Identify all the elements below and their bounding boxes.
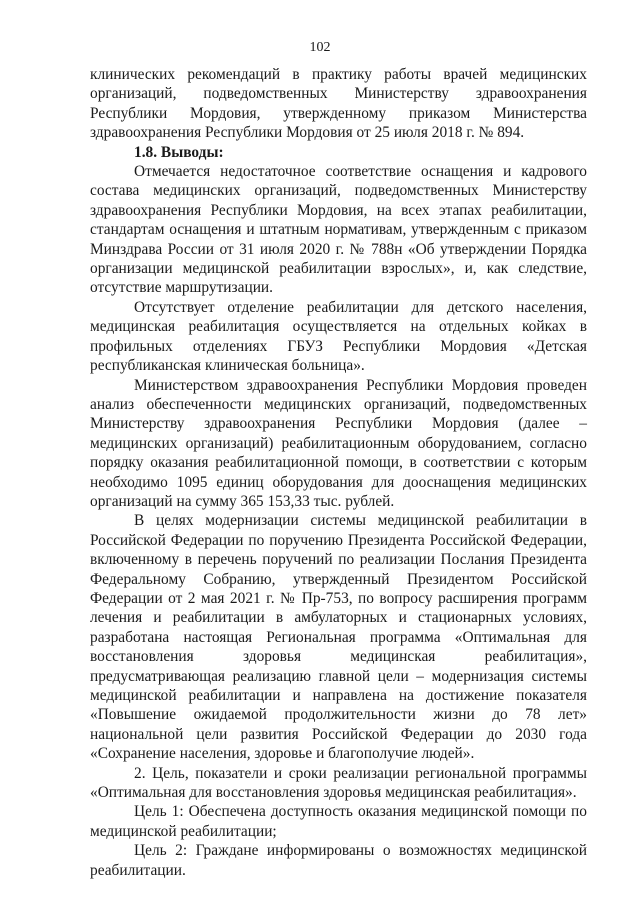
page-content <box>90 65 587 880</box>
page-number: 102 <box>309 40 331 55</box>
paragraph-section-2-title: 2. Цель, показатели и сроки реализации региональной программы «Оптимальная для восстановления здоровья медицинская реабилитация». <box>90 764 587 802</box>
paragraph-program-goal: В целях модернизации системы медицинской реабилитации в Российской Федерации по поручению Президента Российской Федерации, включенному в перечень поручений по реализации Послания Президента Федеральному Собранию, утвержденный Президентом Российской Федерации от 2 мая 2021 г. № Пр-753, по вопросу расширения программ лечения и реабилитации в амбулаторных и стационарных условиях, разработана настоящая Региональная программа «Оптимальная для восстановления здоровья медицинская реабилитация», предусматривающая реализацию главной цели – модернизация системы медицинской реабилитации и направлена на достижение показателя «Повышение ожидаемой продолжительности жизни до 78 лет» национальной цели развития Российской Федерации до 2030 года «Сохранение населения, здоровье и благополучие людей». <box>90 512 587 763</box>
paragraph-equipment-deficit: Отмечается недостаточное соответствие оснащения и кадрового состава медицинских организаций, подведомственных Министерству здравоохранения Республики Мордовия, на всех этапах реабилитации, стандартам оснащения и штатным нормативам, утвержденным с приказом Минздрава России от 31 июля 2020 г. № 788н «Об утверждении Порядка организации медицинской реабилитации взрослых», и, как следствие, отсутствие маршрутизации. <box>90 163 587 297</box>
intro-paragraph: клинических рекомендаций в практику работы врачей медицинских организаций, подведомственных Министерству здравоохранения Республики Мордовия, утвержденному приказом Министерства здравоохранения Республики Мордовия от 25 июля 2018 г. № 894. <box>90 66 587 142</box>
paragraph-goal-2: Цель 2: Граждане информированы о возможностях медицинской реабилитации. <box>90 842 587 879</box>
paragraph-goal-1: Цель 1: Обеспечена доступность оказания медицинской помощи по медицинской реабилитации; <box>90 803 587 840</box>
section-heading: 1.8. Выводы: <box>134 143 224 161</box>
paragraph-equipment-analysis: Министерством здравоохранения Республики Мордовия проведен анализ обеспеченности медицинских организаций, подведомственных Министерству здравоохранения Республики Мордовия (далее – медицинских организаций) реабилитационным оборудованием, согласно порядку оказания реабилитационной помощи, в соответствии с которым необходимо 1095 единиц оборудования для дооснащения медицинских организаций на сумму 365 153,33 тыс. рублей. <box>90 376 587 510</box>
paragraph-children-rehab: Отсутствует отделение реабилитации для детского населения, медицинская реабилитация осуществляется на отдельных койках в профильных отделениях ГБУЗ Республики Мордовия «Детская республиканская клиническая больница». <box>90 298 587 375</box>
